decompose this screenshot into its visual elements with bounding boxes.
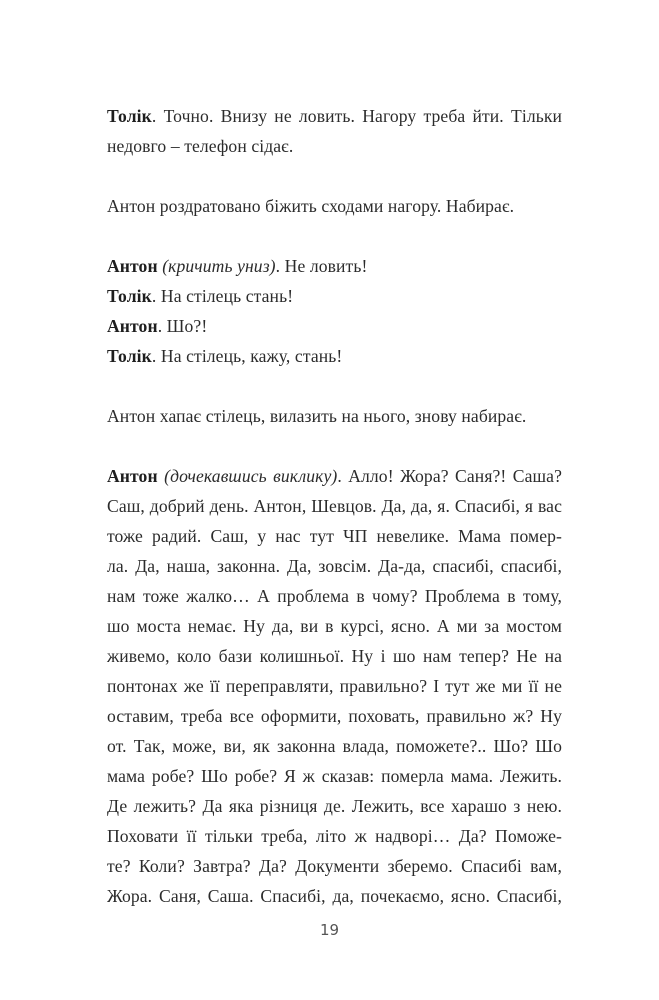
text-line: Саш, добрий день. Антон, Шевцов. Да, да, я. Спасибі, я вас (107, 496, 562, 516)
monologue-block-anton (107, 461, 562, 911)
stage-remark: (дочекавшись виклику) (164, 466, 338, 486)
text-line: понтонах же її переправляти, правильно? І тут же ми її не (107, 676, 562, 696)
text-line: мама робе? Шо робе? Я ж сказав: померла мама. Лежить. (107, 766, 562, 786)
text-line: Поховати її тільки треба, літо ж надворі… Да? Поможе- (107, 826, 562, 846)
text-line: шо моста немає. Ну да, ви в курсі, ясно. А ми за мостом (107, 616, 562, 636)
speaker-name: Толік (107, 106, 152, 126)
dialogue-exchange (107, 251, 562, 371)
dialogue-block-tolik (107, 101, 562, 161)
page-number: 19 (319, 921, 340, 939)
text-line: Жора. Саня, Саша. Спасибі, да, почекаємо, ясно. Спасибі, (107, 886, 562, 906)
dialogue-text: . На стілець, кажу, стань! (151, 346, 343, 366)
text-line: тоже радий. Саш, у нас тут ЧП невелике. Мама помер- (107, 526, 562, 546)
book-page-text (107, 101, 562, 911)
text-line: недовго – телефон сідає. (107, 136, 294, 156)
text-line: Де лежить? Да яка різниця де. Лежить, все харашо з нею. (107, 796, 562, 816)
speaker-name: Толік (107, 346, 152, 366)
paragraph-gap (107, 371, 562, 401)
speaker-name: Антон (107, 466, 158, 486)
stage-direction: Антон хапає стілець, вилазить на нього, знову набирає. (107, 406, 527, 426)
dialogue-text: . Алло! Жора? Саня?! Саша? (337, 466, 562, 486)
paragraph-gap (107, 221, 562, 251)
text-line (107, 461, 562, 491)
stage-direction: Антон роздратовано біжить сходами нагору. Набирає. (107, 196, 515, 216)
text-line: от. Так, може, ви, як законна влада, поможете?.. Шо? Шо (107, 736, 562, 756)
dialogue-entry (107, 251, 562, 281)
speaker-name: Толік (107, 286, 152, 306)
speaker-name: Антон (107, 316, 158, 336)
dialogue-text: . На стілець стань! (151, 286, 294, 306)
text-line (107, 101, 562, 131)
dialogue-entry (107, 311, 562, 341)
dialogue-entry (107, 341, 562, 371)
text-line: оставим, треба все оформити, поховать, правильно ж? Ну (107, 706, 562, 726)
dialogue-text: . Не ловить! (275, 256, 368, 276)
dialogue-entry (107, 281, 562, 311)
text-line: ла. Да, наша, законна. Да, зовсім. Да-да, спасибі, спасибі, (107, 556, 562, 576)
text-line: живемо, коло бази колишньої. Ну і шо нам тепер? Не на (107, 646, 562, 666)
dialogue-prefix: . (151, 106, 164, 126)
speaker-name: Антон (107, 256, 158, 276)
paragraph-gap (107, 161, 562, 191)
text-line: нам тоже жалко… А проблема в чому? Проблема в тому, (107, 586, 562, 606)
text-line: те? Коли? Завтра? Да? Документи зберемо. Спасибі вам, (107, 856, 562, 876)
dialogue-text: Точно. Внизу не ловить. Нагору треба йти. Тільки (163, 106, 563, 126)
dialogue-text: . Шо?! (157, 316, 208, 336)
stage-remark: (кричить униз) (162, 256, 276, 276)
paragraph-gap (107, 431, 562, 461)
